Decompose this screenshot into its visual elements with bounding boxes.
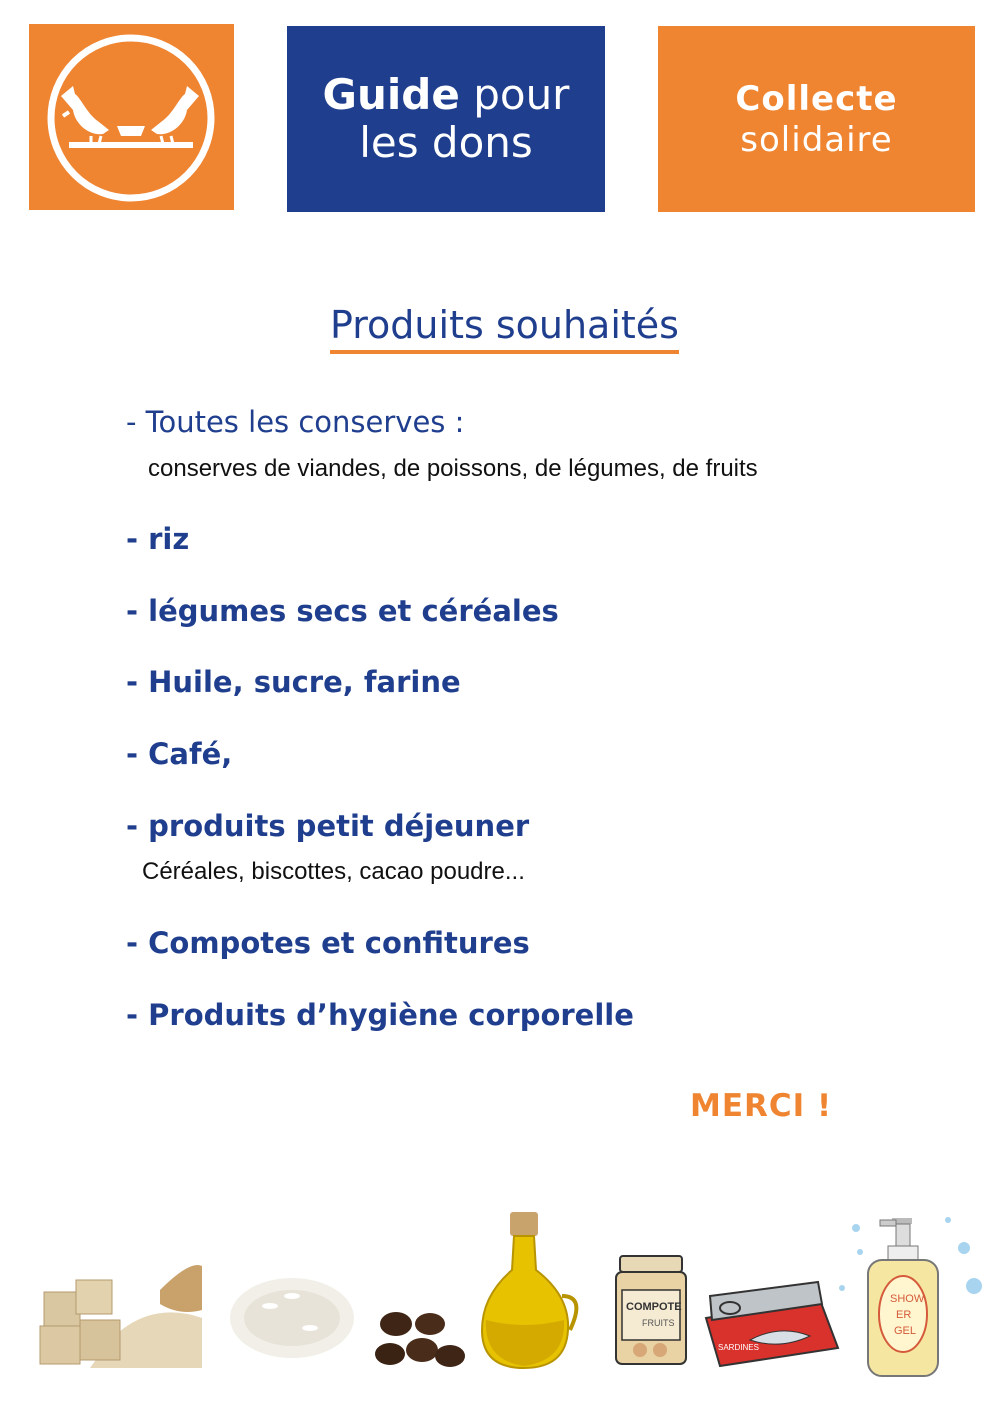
two-birds-eating-icon [29, 24, 234, 210]
guide-title-box [287, 26, 605, 212]
rice-icon [230, 1278, 354, 1358]
merci-text: MERCI ! [690, 1088, 833, 1124]
list-item-conserves-detail: conserves de viandes, de poissons, de légumes, de fruits [148, 455, 758, 482]
list-item-petit-dejeuner-detail: Céréales, biscottes, cacao poudre... [142, 858, 525, 885]
shower-gel-label-2: ER [896, 1309, 912, 1321]
list-item-conserves: - Toutes les conserves : [126, 405, 465, 439]
list-item-legumes-secs: - légumes secs et céréales [126, 594, 559, 628]
collecte-subtitle: solidaire [740, 120, 893, 160]
compote-jar-sublabel: FRUITS [642, 1318, 675, 1328]
section-title: Produits souhaités [330, 300, 679, 354]
guide-title [323, 71, 570, 119]
compote-jar-label: COMPOTE [626, 1301, 682, 1313]
collecte-title: Collecte [735, 79, 898, 119]
list-item-huile-sucre-farine: - Huile, sucre, farine [126, 665, 461, 699]
shower-gel-icon [839, 1217, 982, 1376]
oil-bottle-icon [482, 1212, 576, 1368]
compote-jar-icon [616, 1256, 686, 1364]
list-item-hygiene: - Produits d’hygiène corporelle [126, 998, 634, 1032]
logo-box [29, 24, 234, 210]
list-item-riz: - riz [126, 522, 190, 556]
guide-title-bold: Guide [322, 70, 460, 119]
illustrations-strip [30, 1200, 990, 1400]
shower-gel-label-1: SHOW [890, 1293, 925, 1305]
guide-title-rest: pour [459, 70, 570, 119]
sardine-can-label: SARDINES [718, 1343, 759, 1352]
sardine-can-icon [706, 1282, 838, 1366]
list-item-cafe: - Café, [126, 737, 233, 771]
list-item-petit-dejeuner: - produits petit déjeuner [126, 809, 530, 843]
coffee-beans-icon [375, 1312, 465, 1367]
collecte-box [658, 26, 975, 212]
guide-subtitle: les dons [359, 118, 533, 167]
list-item-compotes: - Compotes et confitures [126, 926, 530, 960]
sugar-icon [38, 1264, 203, 1368]
section-title-wrapper [0, 300, 996, 354]
shower-gel-label-3: GEL [894, 1325, 917, 1337]
